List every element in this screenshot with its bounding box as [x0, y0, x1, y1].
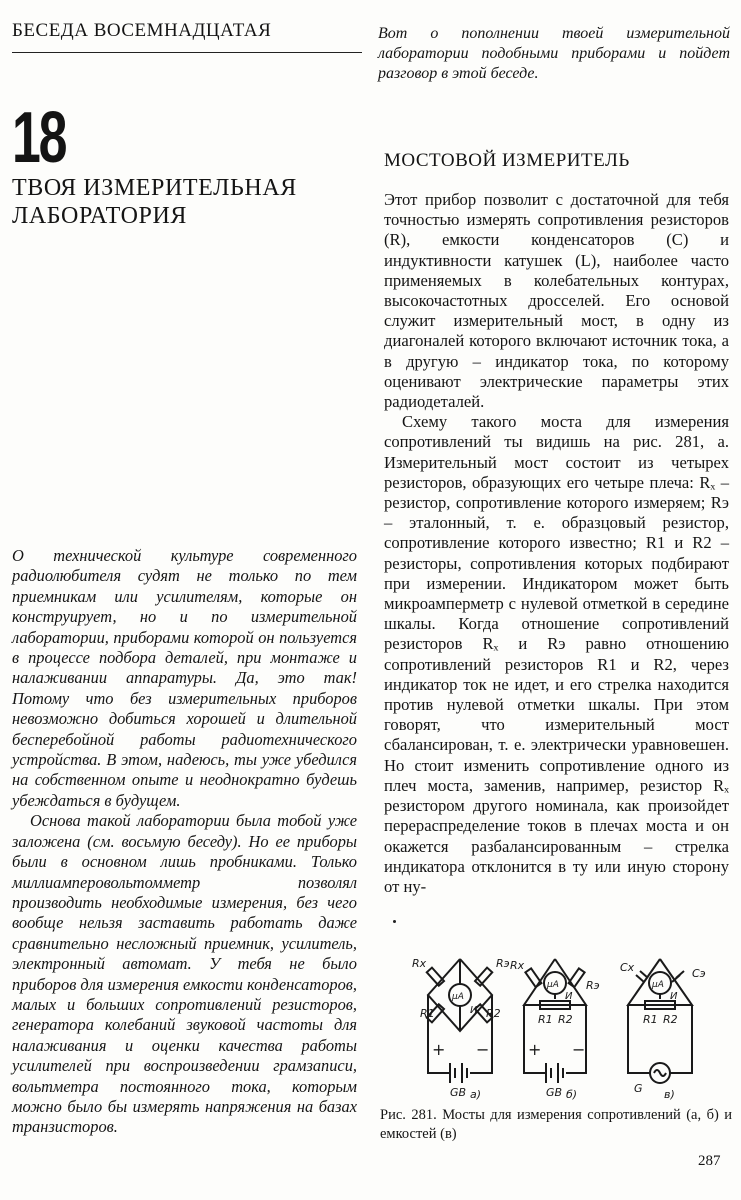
- section-title: МОСТОВОЙ ИЗМЕРИТЕЛЬ: [384, 150, 630, 171]
- label-plus-b: +: [528, 1040, 542, 1059]
- label-re: Rэ: [496, 957, 510, 970]
- stray-mark: [393, 920, 396, 923]
- label-minus-b: −: [572, 1040, 586, 1059]
- label-r2: R2: [486, 1007, 501, 1020]
- label-i-b: И: [565, 991, 573, 1002]
- label-gb: GB: [450, 1086, 467, 1099]
- label-sub-b: б): [566, 1088, 578, 1100]
- circuit-c: [628, 959, 692, 1083]
- label-ua-b: μA: [547, 980, 559, 990]
- label-r1-c: R1: [643, 1013, 658, 1026]
- label-ua-c: μA: [652, 980, 664, 990]
- paragraph: О технической культуре современного радиолюбителя судят не только по тем приемникам или усилителям, которые он конструирует, но и по измерительной лаборатории, приборами которой он пользуется в процессе подбора деталей, при монтаже и налаживании аппаратуры. Да, это так! Потому что без измерительных приборов невозможно добиться хорошей и длительной бесперебойной работы радиотехнического устройства. В этом, надеюсь, ты уже убедился на собственном опыте и неоднократно будешь убеждаться в будущем.: [12, 546, 357, 810]
- left-column-text: [12, 546, 357, 1138]
- label-i: И: [470, 1005, 478, 1016]
- circuit-a: [427, 959, 493, 1083]
- label-re-b: Rэ: [586, 979, 600, 992]
- figure-caption: Рис. 281. Мосты для измерения сопротивлений (а, б) и емкостей (в): [380, 1107, 732, 1142]
- label-g: G: [634, 1082, 643, 1095]
- label-ua: μA: [452, 992, 464, 1002]
- label-rx: Rx: [412, 957, 427, 970]
- chapter-number: 18: [12, 98, 66, 178]
- chapter-intro: Вот о пополнении твоей измерительной лаборатории подобными приборами и пойдет разговор в этой беседе.: [378, 25, 730, 82]
- right-column-text: [384, 190, 729, 897]
- circuit-b: [524, 959, 586, 1083]
- label-gb-b: GB: [546, 1086, 563, 1099]
- paragraph: Схему такого моста для измерения сопротивлений ты видишь на рис. 281, а. Измерительный мост состоит из четырех резисторов, образующих его четыре плеча: Rₓ – резистор, сопротивление которого измеряем; Rэ – эталонный, т. е. образцовый резистор, сопротивление которого известно; R1 и R2 – резисторы, сопротивления которых подбирают при измерении. Индикатором может быть микроамперметр с нулевой отметкой в середине шкалы. Когда отношение сопротивлений резисторов Rₓ и Rэ равно отношению сопротивлений резисторов R1 и R2, через индикатор ток не идет, и его стрелка находится против нулевой отметки шкалы. При этом говорят, что измерительный мост сбалансирован, т. е. электрически уравновешен. Но стоит изменить сопротивление одного из плеч моста, заменив, например, резистор Rₓ резистором другого номинала, как произойдет перераспределение токов в плечах моста и он окажется разбалансированным – стрелка индикатора отклонится в ту или иную сторону от ну-: [384, 412, 729, 896]
- label-r1: R1: [420, 1007, 435, 1020]
- label-rx-b: Rx: [510, 959, 525, 972]
- label-ce: Cэ: [692, 967, 706, 980]
- label-plus: +: [432, 1040, 446, 1059]
- circuit-diagram: [410, 955, 730, 1100]
- chapter-title-line-1: ТВОЯ ИЗМЕРИТЕЛЬНАЯ: [12, 175, 297, 201]
- label-minus: −: [476, 1040, 490, 1059]
- paragraph: Основа такой лаборатории была тобой уже заложена (см. восьмую беседу). Но ее приборы были в основном лишь пробниками. Только миллиамперовольтомметр позволял производить необходимые измерения, без чего вообще нельзя заставить работать даже сравнительно несложный приемник, усилитель, электронный автомат. У тебя не было приборов для измерения емкости конденсаторов, малых и больших сопротивлений резисторов, генератора колебаний звуковой частоты для налаживания и оценки качества работы усилителей при воспроизведении грамзаписи, вольтметра постоянного тока, которым можно было бы измерять напряжения на базах транзисторов.: [12, 811, 357, 1137]
- label-cx: Cx: [620, 961, 635, 974]
- chapter-title-line-2: ЛАБОРАТОРИЯ: [12, 203, 188, 229]
- running-header: БЕСЕДА ВОСЕМНАДЦАТАЯ: [12, 20, 362, 53]
- label-sub-a: а): [470, 1088, 482, 1100]
- label-r2-c: R2: [663, 1013, 678, 1026]
- chapter-title: [12, 174, 362, 230]
- label-r2-b: R2: [558, 1013, 573, 1026]
- page-number: 287: [698, 1153, 721, 1169]
- bridge-circuits-figure: [410, 955, 730, 1100]
- label-sub-c: в): [664, 1088, 675, 1100]
- label-r1-b: R1: [538, 1013, 553, 1026]
- paragraph: Этот прибор позволит с достаточной для тебя точностью измерять сопротивления резисторов (R), емкости конденсаторов (C) и индуктивности катушек (L), наиболее часто применяемых в колебательных контурах, высокочастотных дросселей. Его основой служит измерительный мост, в одну из диагоналей которого включают источник тока, а в другую – индикатор тока, по которому оценивают электрические параметры этих радиодеталей.: [384, 190, 729, 412]
- label-i-c: И: [670, 991, 678, 1002]
